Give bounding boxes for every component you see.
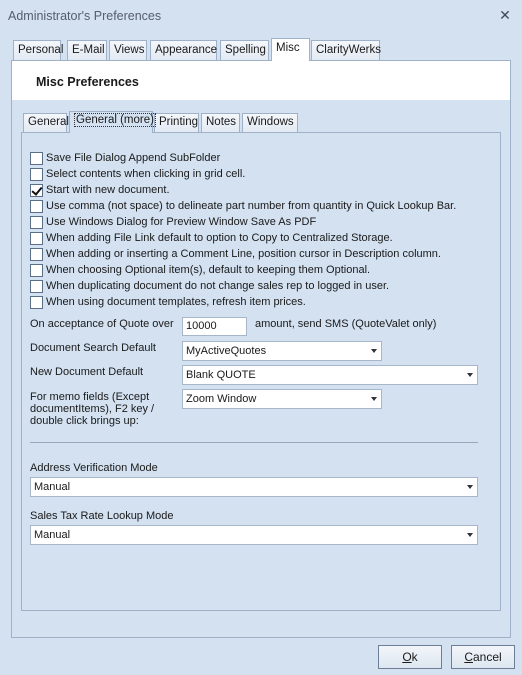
tab-label: Appearance (155, 44, 218, 56)
checkbox-label: Start with new document. (46, 184, 170, 196)
checkbox-refresh-prices[interactable] (30, 295, 306, 309)
tab-label: E-Mail (72, 44, 105, 56)
tab-spelling[interactable] (220, 40, 269, 60)
quote-sms-suffix-label: amount, send SMS (QuoteValet only) (255, 318, 437, 330)
checkbox-select-contents[interactable] (30, 167, 245, 181)
memo-fields-value: Zoom Window (186, 393, 257, 405)
checkbox-box[interactable] (30, 200, 43, 213)
tab-label: Views (114, 44, 145, 56)
address-verification-label: Address Verification Mode (30, 462, 158, 474)
tab-appearance[interactable] (150, 40, 217, 60)
checkbox-file-link-copy[interactable] (30, 231, 393, 245)
ok-button[interactable] (378, 645, 442, 669)
quote-amount-input[interactable] (182, 317, 247, 336)
tab-label: Notes (206, 116, 237, 128)
checkbox-duplicate-sales-rep[interactable] (30, 279, 389, 293)
tab-general-more[interactable] (69, 111, 153, 133)
close-icon[interactable]: ✕ (499, 7, 511, 23)
checkbox-label: When choosing Optional item(s), default to keeping them Optional. (46, 264, 371, 276)
divider (30, 442, 478, 443)
memo-fields-select[interactable] (182, 389, 382, 409)
tab-label: General (28, 116, 69, 128)
tab-claritywerks[interactable] (311, 40, 380, 60)
checkbox-label: When adding or inserting a Comment Line, position cursor in Description column. (46, 248, 441, 260)
checkbox-label: Select contents when clicking in grid cell. (46, 168, 246, 180)
checkbox-start-new-document[interactable] (30, 183, 170, 197)
tab-notes[interactable] (201, 113, 240, 132)
checkbox-box[interactable] (30, 168, 43, 181)
checkbox-box[interactable] (30, 264, 43, 277)
window-title: Administrator's Preferences (8, 9, 162, 23)
tab-label: General (more) (76, 114, 154, 126)
tab-label: Windows (247, 116, 294, 128)
chevron-down-icon[interactable] (371, 397, 377, 401)
sales-tax-select[interactable] (30, 525, 478, 545)
checkbox-box[interactable] (30, 296, 43, 309)
checkbox-optional-items[interactable] (30, 263, 370, 277)
checkbox-save-dialog-subfolder[interactable] (30, 151, 220, 165)
checkbox-box-checked[interactable] (30, 184, 43, 197)
checkbox-label: When adding File Link default to option to Copy to Centralized Storage. (46, 232, 393, 244)
address-verification-select[interactable] (30, 477, 478, 497)
checkbox-label: When using document templates, refresh item prices. (46, 296, 306, 308)
checkbox-box[interactable] (30, 280, 43, 293)
checkbox-box[interactable] (30, 152, 43, 165)
checkbox-box[interactable] (30, 248, 43, 261)
section-title: Misc Preferences (36, 75, 139, 89)
sales-tax-value: Manual (34, 529, 71, 541)
chevron-down-icon[interactable] (467, 533, 473, 537)
title-bar (0, 0, 522, 32)
tab-label: Spelling (225, 44, 266, 56)
new-document-value: Blank QUOTE (186, 369, 256, 381)
tab-windows[interactable] (242, 113, 298, 132)
new-document-label: New Document Default (30, 366, 144, 378)
checkbox-comment-line-cursor[interactable] (30, 247, 441, 261)
checkbox-windows-dialog-pdf[interactable] (30, 215, 316, 229)
cancel-label-rest: ancel (472, 650, 502, 664)
checkbox-box[interactable] (30, 216, 43, 229)
chevron-down-icon[interactable] (467, 485, 473, 489)
document-search-select[interactable] (182, 341, 382, 361)
cancel-accelerator: C (464, 650, 473, 664)
checkbox-box[interactable] (30, 232, 43, 245)
checkbox-label: Use Windows Dialog for Preview Window Save As PDF (46, 216, 317, 228)
tab-label: Misc (276, 42, 300, 54)
tab-views[interactable] (109, 40, 147, 60)
tab-label: Printing (159, 116, 198, 128)
chevron-down-icon[interactable] (371, 349, 377, 353)
quote-sms-prefix-label: On acceptance of Quote over (30, 318, 174, 330)
checkbox-use-comma[interactable] (30, 199, 456, 213)
address-verification-value: Manual (34, 481, 71, 493)
tab-personal[interactable] (13, 40, 64, 60)
new-document-select[interactable] (182, 365, 478, 385)
chevron-down-icon[interactable] (467, 373, 473, 377)
cancel-button[interactable] (451, 645, 515, 669)
tab-label: Personal (18, 44, 64, 56)
tab-email[interactable] (67, 40, 107, 60)
ok-accelerator: O (402, 650, 412, 664)
checkbox-label: Save File Dialog Append SubFolder (46, 152, 221, 164)
tab-misc[interactable] (271, 38, 310, 61)
tab-general[interactable] (23, 113, 67, 132)
quote-amount-value: 10000 (186, 320, 217, 332)
section-header (12, 61, 510, 100)
checkbox-label: Use comma (not space) to delineate part number from quantity in Quick Lookup Bar. (46, 200, 457, 212)
sales-tax-label: Sales Tax Rate Lookup Mode (30, 510, 174, 522)
checkbox-label: When duplicating document do not change sales rep to logged in user. (46, 280, 390, 292)
tab-printing[interactable] (154, 113, 199, 132)
document-search-value: MyActiveQuotes (186, 345, 267, 357)
memo-fields-label: For memo fields (Except documentItems), F2 key / double click brings up: (30, 391, 155, 427)
ok-label-rest: k (411, 650, 418, 664)
document-search-label: Document Search Default (30, 342, 156, 354)
tab-label: ClarityWerks (316, 44, 381, 56)
